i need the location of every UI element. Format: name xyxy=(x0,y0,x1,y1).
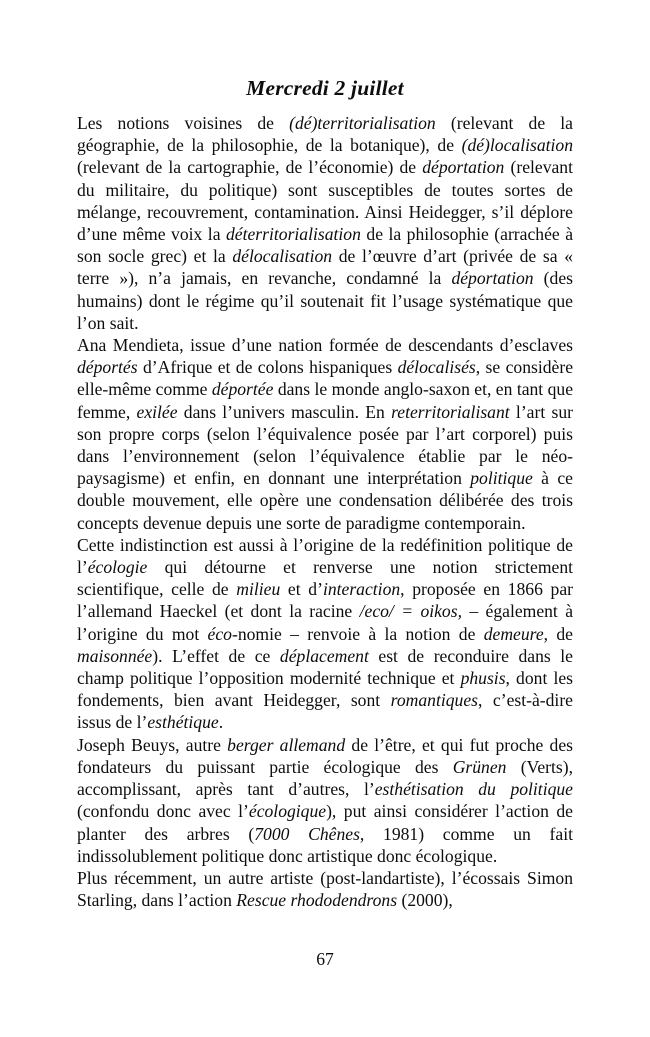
italic-term: Rescue rhododendrons xyxy=(236,890,398,911)
italic-term: déplacement xyxy=(279,645,369,666)
italic-term: esthétique xyxy=(147,712,219,733)
italic-term: déportée xyxy=(211,379,274,400)
italic-term: berger allemand xyxy=(227,734,346,755)
italic-term: écologie xyxy=(87,557,148,578)
italic-term: romantiques xyxy=(390,690,478,711)
italic-term: 7000 Chênes xyxy=(254,823,360,844)
italic-term: esthétisation du politique xyxy=(374,779,573,800)
italic-term: politique xyxy=(470,468,533,489)
italic-term: reterritorialisant xyxy=(391,401,510,422)
paragraph: Joseph Beuys, autre berger allemand de l’être, et qui fut proche des fondateurs du puissant partie écologique des Grünen (Verts), accomplissant, après tant d’autres, l’esthétisation du politique (confondu donc avec l’écologique), put ainsi considérer l’action de planter des arbres (7000 Chênes, 1981) comme un fait indissolublement politique donc artistique donc écologique. xyxy=(77,734,574,866)
italic-term: exilée xyxy=(136,401,178,422)
paragraph: Les notions voisines de (dé)territorialisation (relevant de la géographie, de la philosophie, de la botanique), de (dé)localisation (relevant de la cartographie, de l’économie) de déportation (relevant du militaire, du politique) sont susceptibles de toutes sortes de mélange, recouvrement, contamination. Ainsi Heidegger, s’il déplore d’une même voix la déterritorialisation de la philosophie (arrachée à son socle grec) et la délocalisation de l’œuvre d’art (privée de sa « terre »), n’a jamais, en revanche, condamné la déportation (des humains) dont le régime qu’il soutenait fit l’usage systématique que l’on sait. xyxy=(77,113,573,333)
paragraph: Plus récemment, un autre artiste (post-landartiste), l’écossais Simon Starling, dans l’action Rescue rhododendrons (2000), xyxy=(77,867,573,911)
body-text-block xyxy=(77,112,573,911)
italic-term: déportation xyxy=(451,268,534,289)
italic-term: écologique xyxy=(248,801,327,822)
italic-term: déportés xyxy=(77,357,138,378)
italic-term: milieu xyxy=(236,579,281,600)
paragraph: Cette indistinction est aussi à l’origine de la redéfinition politique de l’écologie qui détourne et renverse une notion strictement scientifique, celle de milieu et d’interaction, proposée en 1866 par l’allemand Haeckel (et dont la racine /eco/ = oikos, – également à l’origine du mot éco-nomie – renvoie à la notion de demeure, de maisonnée). L’effet de ce déplacement est de reconduire dans le champ politique l’opposition modernité technique et phusis, dont les fondements, bien avant Heidegger, sont romantiques, c’est-à-dire issus de l’esthétique. xyxy=(77,534,574,733)
page-number: 67 xyxy=(316,949,334,969)
italic-term: demeure xyxy=(483,623,544,644)
page-title: Mercredi 2 juillet xyxy=(246,76,404,101)
italic-term: (dé)territorialisation xyxy=(289,113,436,133)
italic-term: interaction xyxy=(322,579,401,600)
italic-term: /eco/ = oikos, – xyxy=(359,601,479,622)
italic-term: Grünen xyxy=(452,756,507,777)
italic-term: maisonnée xyxy=(77,645,153,666)
italic-term: déportation xyxy=(422,157,505,178)
italic-term: phusis xyxy=(460,668,506,689)
italic-term: éco xyxy=(207,623,232,644)
italic-term: déterritorialisation xyxy=(226,224,361,245)
italic-term: délocalisation xyxy=(232,246,333,267)
paragraph: Ana Mendieta, issue d’une nation formée de descendants d’esclaves déportés d’Afrique et de colons hispaniques délocalisés, se considère elle-même comme déportée dans le monde anglo-saxon et, en tant que femme, exilée dans l’univers masculin. En reterritorialisant l’art sur son propre corps (selon l’équivalence posée par l’art corporel) puis dans l’environnement (selon l’équivalence établie par le néo-paysagisme) et enfin, en donnant une interprétation politique à ce double mouvement, elle opère une condensation délibérée des trois concepts devenue depuis une sorte de paradigme contemporain. xyxy=(77,335,574,533)
italic-term: (dé)localisation xyxy=(461,135,573,156)
italic-term: délocalisés xyxy=(397,357,476,378)
